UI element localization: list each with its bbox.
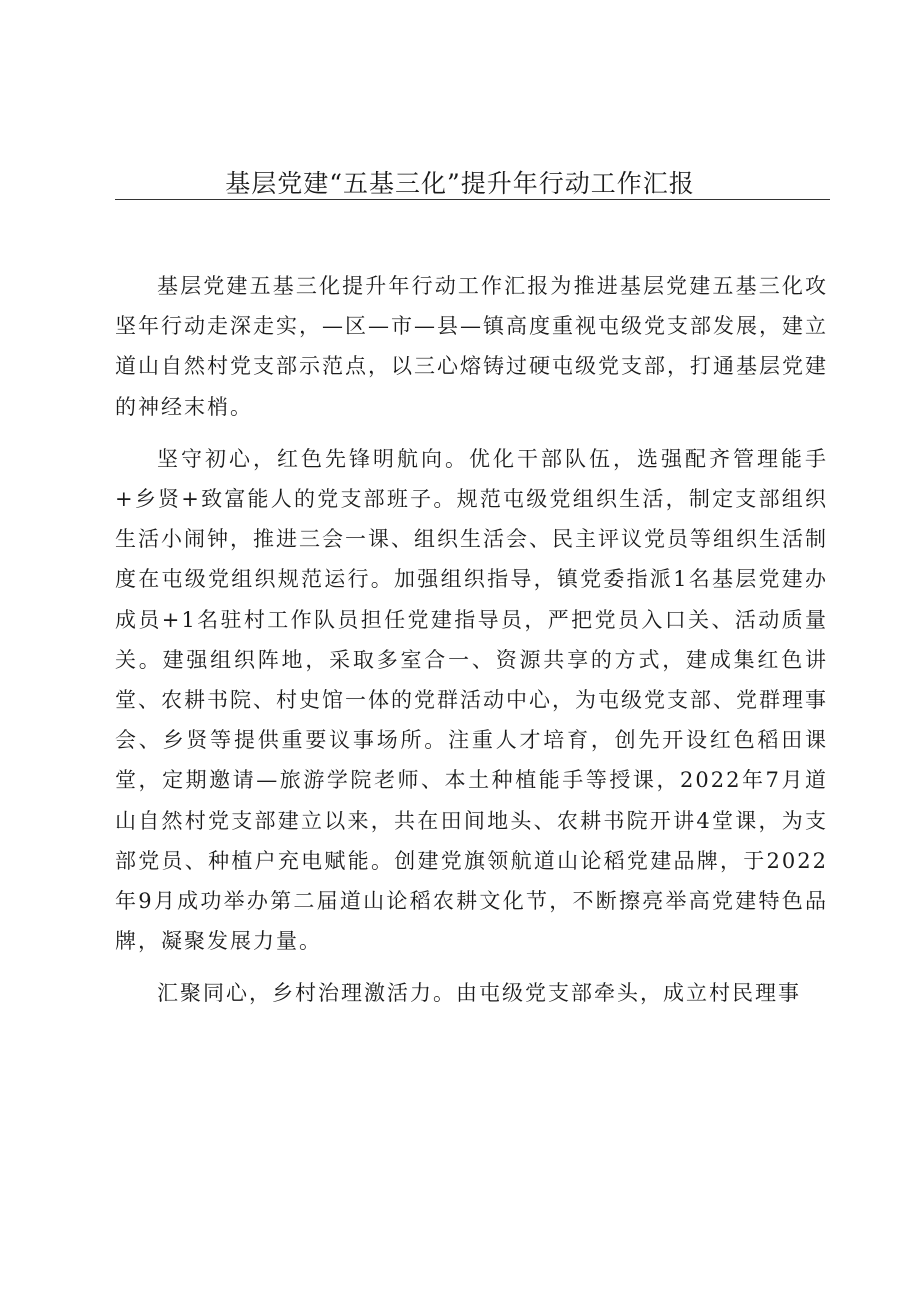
paragraph-intro: 基层党建五基三化提升年行动工作汇报为推进基层党建五基三化攻坚年行动走深走实，—区—市—县—镇高度重视屯级党支部发展，建立道山自然村党支部示范点，以三心熔铸过硬屯级党支部，打通基层党建的神经末梢。 (115, 274, 828, 419)
document-title: 基层党建“五基三化”提升年行动工作汇报 (225, 169, 695, 198)
title-underline (115, 199, 830, 200)
paragraph-initial-aspiration: 坚守初心，红色先锋明航向。优化干部队伍，选强配齐管理能手+乡贤+致富能人的党支部班子。规范屯级党组织生活，制定支部组织生活小闹钟，推进三会一课、组织生活会、民主评议党员等组织生活制度在屯级党组织规范运行。加强组织指导，镇党委指派1名基层党建办成员+1名驻村工作队员担任党建指导员，严把党员入口关、活动质量关。建强组织阵地，采取多室合一、资源共享的方式，建成集红色讲堂、农耕书院、村史馆一体的党群活动中心，为屯级党支部、党群理事会、乡贤等提供重要议事场所。注重人才培育，创先开设红色稻田课堂，定期邀请—旅游学院老师、本土种植能手等授课，2022年7月道山自然村党支部建立以来，共在田间地头、农耕书院开讲4堂课，为支部党员、种植户充电赋能。创建党旗领航道山论稻党建品牌，于2022年9月成功举办第二届道山论稻农耕文化节，不断擦亮举高党建特色品牌，凝聚发展力量。 (115, 446, 828, 954)
paragraph-gather-hearts: 汇聚同心，乡村治理激活力。由屯级党支部牵头，成立村民理事 (157, 981, 801, 1006)
document-body (115, 266, 828, 1014)
